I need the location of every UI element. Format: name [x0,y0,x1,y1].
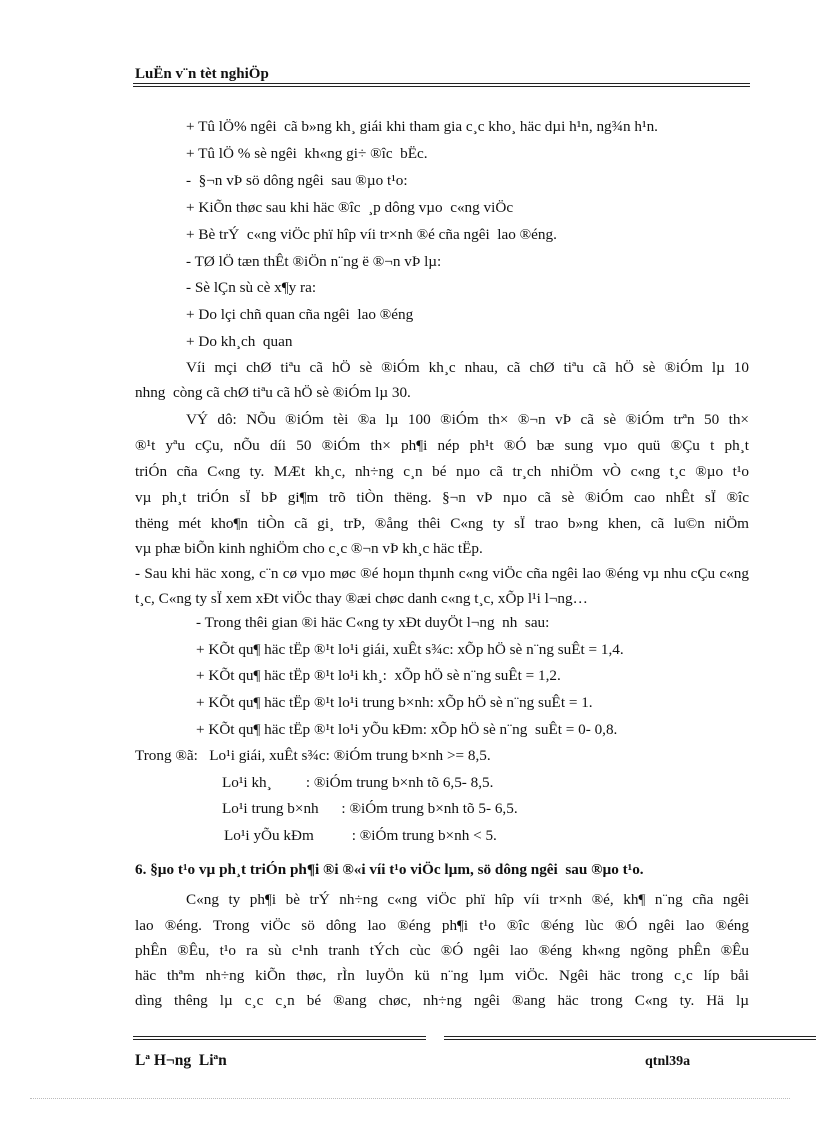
text-line: + Do kh¸ch quan [186,333,293,350]
paragraph-line: lao ®éng. Trong viÖc sö dông lao ®éng ph¶i t¹o ®îc ®éng lùc ®Ó ngêi lao ®éng [135,917,749,934]
footer-rule [444,1039,816,1040]
paragraph-line: triÓn cña C«ng ty. MÆt kh¸c, nh÷ng c¸n bé nµo cã tr¸ch nhiÖm vÒ c«ng t¸c ®µo t¹o [135,463,749,480]
grade-line: Lo¹i kh¸ : ®iÓm trung b×nh tõ 6,5- 8,5. [222,774,494,791]
paragraph-line: C«ng ty ph¶i bè trÝ nh÷ng c«ng viÖc phï hîp víi tr×nh ®é, kh¶ n¨ng cña ngêi [186,891,749,908]
paragraph-line: t¸c, C«ng ty sÏ xem xÐt viÖc thay ®æi chøc danh c«ng t¸c, xÕp l¹i l¬ng… [135,590,588,607]
paragraph-line: vµ phæ biÕn kinh nghiÖm cho c¸c ®¬n vÞ kh¸c häc tËp. [135,540,483,557]
paragraph-line: Víi mçi chØ tiªu cã hÖ sè ®iÓm kh¸c nhau, cã chØ tiªu cã hÖ sè ®iÓm lµ 10 [186,359,749,376]
section-heading: 6. §µo t¹o vµ ph¸t triÓn ph¶i ®i ®«i víi t¹o viÖc lµm, sö dông ngêi sau ®µo t¹o. [135,861,644,878]
footer-code: qtnl39a [645,1054,691,1069]
footer-author: Lª H¬ng Liªn [135,1052,227,1069]
footer-rule [444,1036,816,1037]
header-rule [133,83,750,84]
grade-line: Trong ®ã: Lo¹i giái, xuÊt s¾c: ®iÓm trung b×nh >= 8,5. [135,747,491,764]
footer-rule [133,1039,426,1040]
page-header-title: LuËn v¨n tèt nghiÖp [135,66,269,82]
list-item: - Trong thêi gian ®i häc C«ng ty xÐt duyÖt l¬ng nh sau: [196,614,550,631]
text-line: + Tû lÖ% ngêi cã b»ng kh¸ giái khi tham gia c¸c kho¸ häc dµi h¹n, ng¾n h¹n. [186,118,658,135]
text-line: - Sè lÇn sù cè x¶y ra: [186,279,317,296]
paragraph-line: vµ ph¸t triÓn sÏ bÞ gi¶m trõ tiÒn thëng. §¬n vÞ nµo cã sè ®iÓm cao nhÊt sÏ ®îc [135,489,749,506]
list-item: + KÕt qu¶ häc tËp ®¹t lo¹i trung b×nh: xÕp hÖ sè n¨ng suÊt = 1. [196,694,593,711]
text-line: + Do lçi chñ quan cña ngêi lao ®éng [186,306,414,323]
paragraph-line: dìng thêng lµ c¸c c¸n bé ®ang chøc, nh÷ng ngêi ®ang häc trong C«ng ty. Hä lµ [135,992,749,1009]
text-line: + Tû lÖ % sè ngêi kh«ng gi÷ ®îc bËc. [186,145,428,162]
paragraph-line: ®¹t yªu cÇu, nÕu díi 50 ®iÓm th× ph¶i nép ph¹t ®Ó bæ sung vµo quü ®Çu t ph¸t [135,437,749,454]
footer-rule [133,1036,426,1037]
list-item: + KÕt qu¶ häc tËp ®¹t lo¹i giái, xuÊt s¾c: xÕp hÖ sè n¨ng suÊt = 1,4. [196,641,624,658]
paragraph-line: VÝ dô: NÕu ®iÓm tèi ®a lµ 100 ®iÓm th× ®¬n vÞ cã sè ®iÓm trªn 50 th× [186,411,749,428]
paragraph-line: häc thªm nh÷ng kiÕn thøc, rÌn luyÖn kü n¨ng lµm viÖc. Ngêi häc trong c¸c líp båi [135,967,749,984]
paragraph-line: nhng còng cã chØ tiªu cã hÖ sè ®iÓm lµ 30. [135,384,411,401]
paragraph-line: thëng mét kho¶n tiÒn cã gi¸ trÞ, ®ång thêi C«ng ty sÏ trao b»ng khen, cã lu©n niÖm [135,515,749,532]
text-line: - TØ lÖ tæn thÊt ®iÖn n¨ng ë ®¬n vÞ lµ: [186,253,442,270]
list-item: + KÕt qu¶ häc tËp ®¹t lo¹i yÕu kÐm: xÕp hÖ sè n¨ng suÊt = 0- 0,8. [196,721,618,738]
grade-line: Lo¹i trung b×nh : ®iÓm trung b×nh tõ 5- 6,5. [222,800,518,817]
list-item: + KÕt qu¶ häc tËp ®¹t lo¹i kh¸: xÕp hÖ sè n¨ng suÊt = 1,2. [196,667,561,684]
text-line: - §¬n vÞ sö dông ngêi sau ®µo t¹o: [186,172,408,189]
text-line: + Bè trÝ c«ng viÖc phï hîp víi tr×nh ®é cña ngêi lao ®éng. [186,226,557,243]
paragraph-line: - Sau khi häc xong, c¨n cø vµo møc ®é hoµn thµnh c«ng viÖc cña ngêi lao ®éng vµ nhu cÇu c«ng [135,565,749,582]
page-bottom-border [30,1098,790,1099]
header-rule [133,86,750,87]
paragraph-line: phÊn ®Êu, t¹o ra sù c¹nh tranh tÝch cùc ®Ó ngêi lao ®éng kh«ng ngõng phÊn ®Êu [135,942,749,959]
grade-line: Lo¹i yÕu kÐm : ®iÓm trung b×nh < 5. [224,827,497,844]
text-line: + KiÕn thøc sau khi häc ®îc ¸p dông vµo c«ng viÖc [186,199,514,216]
